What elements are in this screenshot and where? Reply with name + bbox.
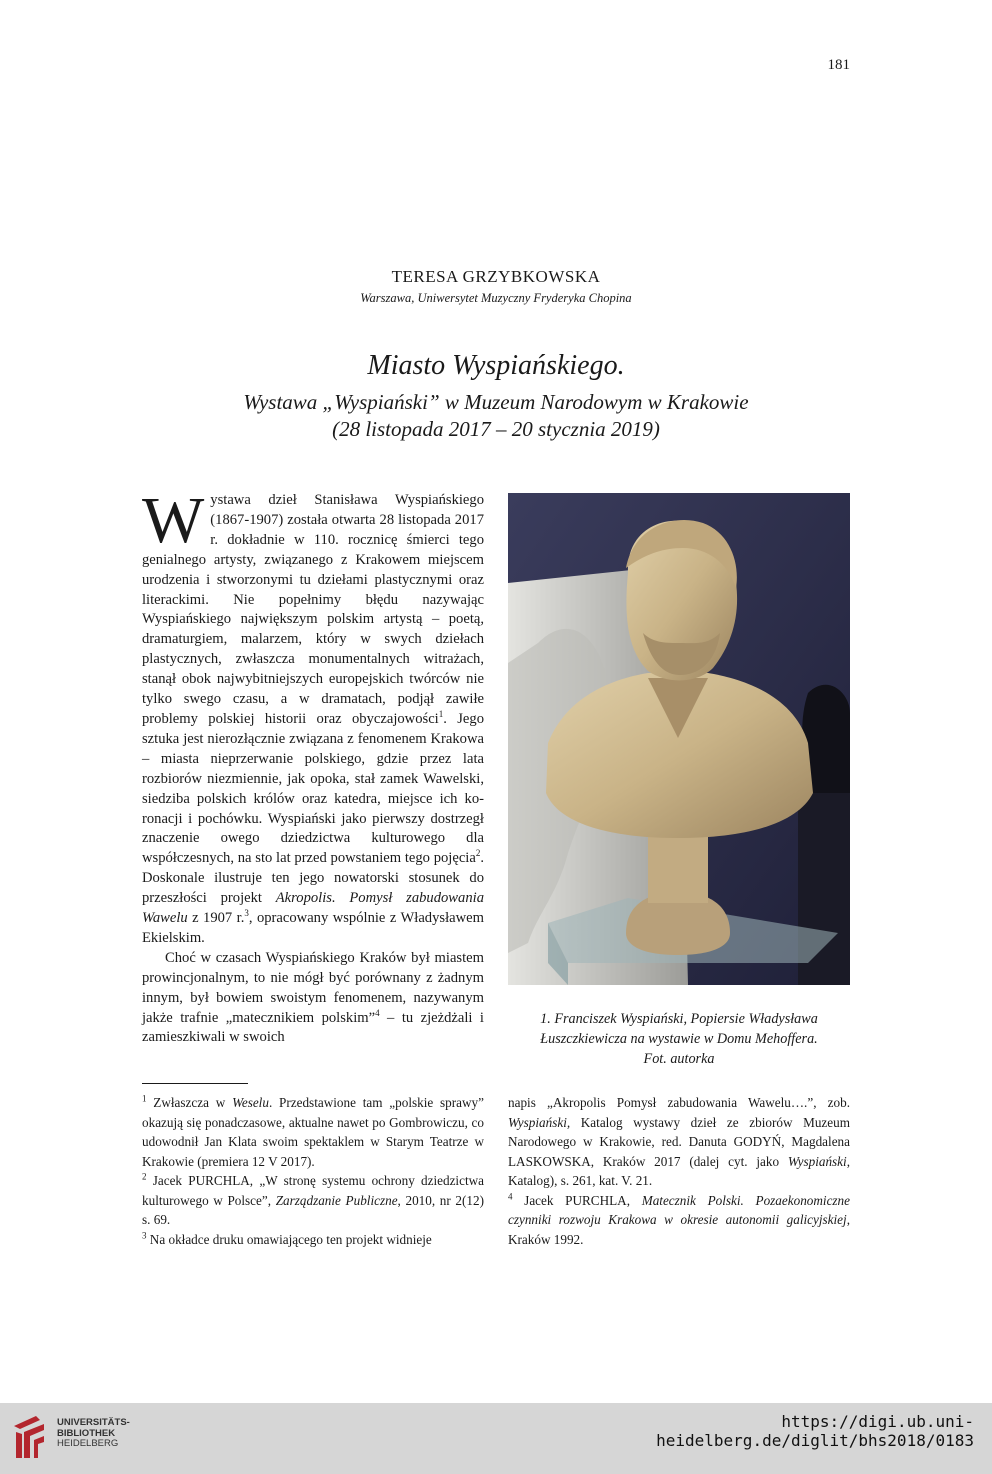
page-number: 181 xyxy=(827,57,850,73)
footnote-4 xyxy=(508,1191,850,1250)
footnote-1-text-b: . Przedstawione tam „polskie sprawy” okazują się ponadczasowe, aktualne nawet po Gombrowiczu, co udowodnił Jan Klata swoim spektaklem w Starym Teatrze w Krakowie (premiera 12 V 2017). xyxy=(142,1095,484,1169)
drop-cap: W xyxy=(142,484,205,557)
footnote-2-italic: Zarządzanie Publiczne xyxy=(275,1192,398,1208)
author-name: TERESA GRZYBKOWSKA xyxy=(391,267,601,286)
footnote-2-text-a: Jacek PURCHLA, „W stronę systemu ochrony dziedzictwa kulturowego w Polsce”, xyxy=(142,1173,484,1208)
article-subtitle xyxy=(0,389,992,443)
caption-line-3: Fot. autorka xyxy=(643,1051,715,1067)
paragraph-1-text-c: . Doskonale ilustruje ten jego nowatorski stosunek do przeszłości projekt xyxy=(142,850,484,907)
footnote-3-cont-text-a: napis „Akropolis Pomysł zabudowania Wawelu….”, zob. xyxy=(508,1095,850,1110)
paragraph-1-text-e: , opracowany wspólnie z Władysławem Ekielskim. xyxy=(142,910,484,946)
paragraph-1 xyxy=(142,484,484,949)
paragraph-1-text-a: ystawa dzieł Stanisława Wyspiańskiego (1867-1907) została otwarta 28 listopada 2017 r. dokładnie w 110. rocznicę śmierci tego genialnego artysty, związanego z Krakowem miejscem urodzenia i stworzonymi tu dziełami plastycznymi oraz literackimi. Nie popełnimy błędu nazywając Wyspiańskiego największym polskim artystą – poetą, dramaturgiem, malarzem, który w swych dziełach plastycznych, zwłaszcza monumentalnych witrażach, stanął obok najwybitniejszych europejskich twórców nie tylko swego czasu, a w dramatach, podjął zawiłe problemy polskiej historii oraz obyczajowości xyxy=(142,492,484,727)
footnote-separator xyxy=(142,1083,248,1084)
footnote-3-cont-italic-2: Wyspiański xyxy=(787,1153,847,1169)
document-url-link[interactable]: https://digi.ub.uni-heidelberg.de/diglit/bhs2018/0183 xyxy=(656,1412,974,1450)
footnote-1-italic: Weselu xyxy=(232,1095,269,1110)
footnote-1 xyxy=(142,1093,484,1171)
figure-caption xyxy=(508,1009,850,1069)
footnote-3-cont-text-b: Katalog wystawy dzieł ze zbiorów Muzeum Narodowego w Krakowie, red. Danuta GODYŃ, Magdalena LASKOWSKA, Kraków 2017 (dalej cyt. jako xyxy=(508,1114,850,1169)
footnote-3-cont-text-c: , Katalog), s. 261, kat. V. 21. xyxy=(508,1153,850,1188)
footnote-2-number: 2 xyxy=(142,1171,147,1182)
footnote-2 xyxy=(142,1171,484,1230)
footnote-ref-2: 2 xyxy=(475,848,481,859)
logo-line-2: BIBLIOTHEK xyxy=(57,1427,116,1439)
footnote-4-text-b: , Kraków 1992. xyxy=(508,1212,850,1247)
bust-photograph xyxy=(508,493,850,985)
logo-line-1: UNIVERSITÄTS- xyxy=(57,1417,130,1428)
caption-line-1: 1. Franciszek Wyspiański, Popiersie Władysława xyxy=(540,1011,818,1027)
footnote-4-number: 4 xyxy=(508,1191,513,1202)
library-logo-icon[interactable] xyxy=(10,1412,50,1464)
paragraph-2-text-a: Choć w czasach Wyspiańskiego Kraków był miastem prowincjonalnym, to nie mógł być porównany z żadnym innym, był bowiem swoistym fenomenem, nazywanym jakże trafnie „matecznikiem polskim” xyxy=(142,949,484,1026)
paragraph-1-text-b: . Jego sztuka jest nierozłącznie związana z fenomenem Krakowa – miasta nieprzerwanie polskiego, gdzie przez lata rozbiorów niezmiennie, jak opoka, stał zamek Wawelski, siedziba polskich królów oraz katedra, miejsce ich koronacji i pochówku. Wyspiański jako pierwszy dostrzegł znaczenie owego dziedzictwa kulturowego dla współczesnych, na sto lat przed powstaniem tego pojęcia xyxy=(142,710,484,867)
footnote-ref-4: 4 xyxy=(375,1007,380,1018)
footnote-1-text-a: Zwłaszcza w xyxy=(146,1095,233,1110)
caption-line-2: Łuszczkiewicza na wystawie w Domu Mehoffera. xyxy=(540,1031,818,1047)
library-logo-text[interactable] xyxy=(57,1418,130,1450)
subtitle-line-2: (28 listopada 2017 – 20 stycznia 2019) xyxy=(332,417,660,441)
footnote-3 xyxy=(142,1230,484,1250)
paragraph-1-text-d: z 1907 r. xyxy=(187,910,245,927)
article-title: Miasto Wyspiańskiego. xyxy=(367,350,625,381)
footnote-4-italic: Matecznik Polski. Pozaekonomiczne czynniki rozwoju Krakowa w okresie autonomii galicyjskiej xyxy=(508,1192,851,1227)
footnote-1-number: 1 xyxy=(142,1093,147,1104)
paragraph-2 xyxy=(142,949,484,1049)
subtitle-line-1: Wystawa „Wyspiański” w Muzeum Narodowym w Krakowie xyxy=(243,390,749,414)
footnote-3-text-a: Na okładce druku omawiającego ten projekt widnieje xyxy=(146,1231,432,1247)
footnotes-left-column xyxy=(142,1093,484,1249)
paragraph-2-text-b: – tu zjeżdżali i zamieszkiwali w swoich xyxy=(142,1009,484,1046)
footnote-3-continued xyxy=(508,1093,850,1191)
footnote-ref-3: 3 xyxy=(244,908,249,919)
footnote-3-cont-italic: Wyspiański, xyxy=(508,1114,571,1130)
work-title-akropolis: Akropolis. Pomysł zabudowania Wawelu xyxy=(142,890,484,927)
footnote-4-text-a: Jacek PURCHLA, xyxy=(512,1192,642,1208)
author-affiliation: Warszawa, Uniwersytet Muzyczny Fryderyka Chopina xyxy=(360,291,632,305)
body-text xyxy=(142,484,484,1048)
footnote-ref-1: 1 xyxy=(438,709,444,720)
logo-line-3: HEIDELBERG xyxy=(57,1438,119,1449)
footnotes-right-column xyxy=(508,1093,850,1249)
footnote-3-number: 3 xyxy=(142,1230,147,1241)
footnote-2-text-b: , 2010, nr 2(12) s. 69. xyxy=(142,1192,484,1227)
